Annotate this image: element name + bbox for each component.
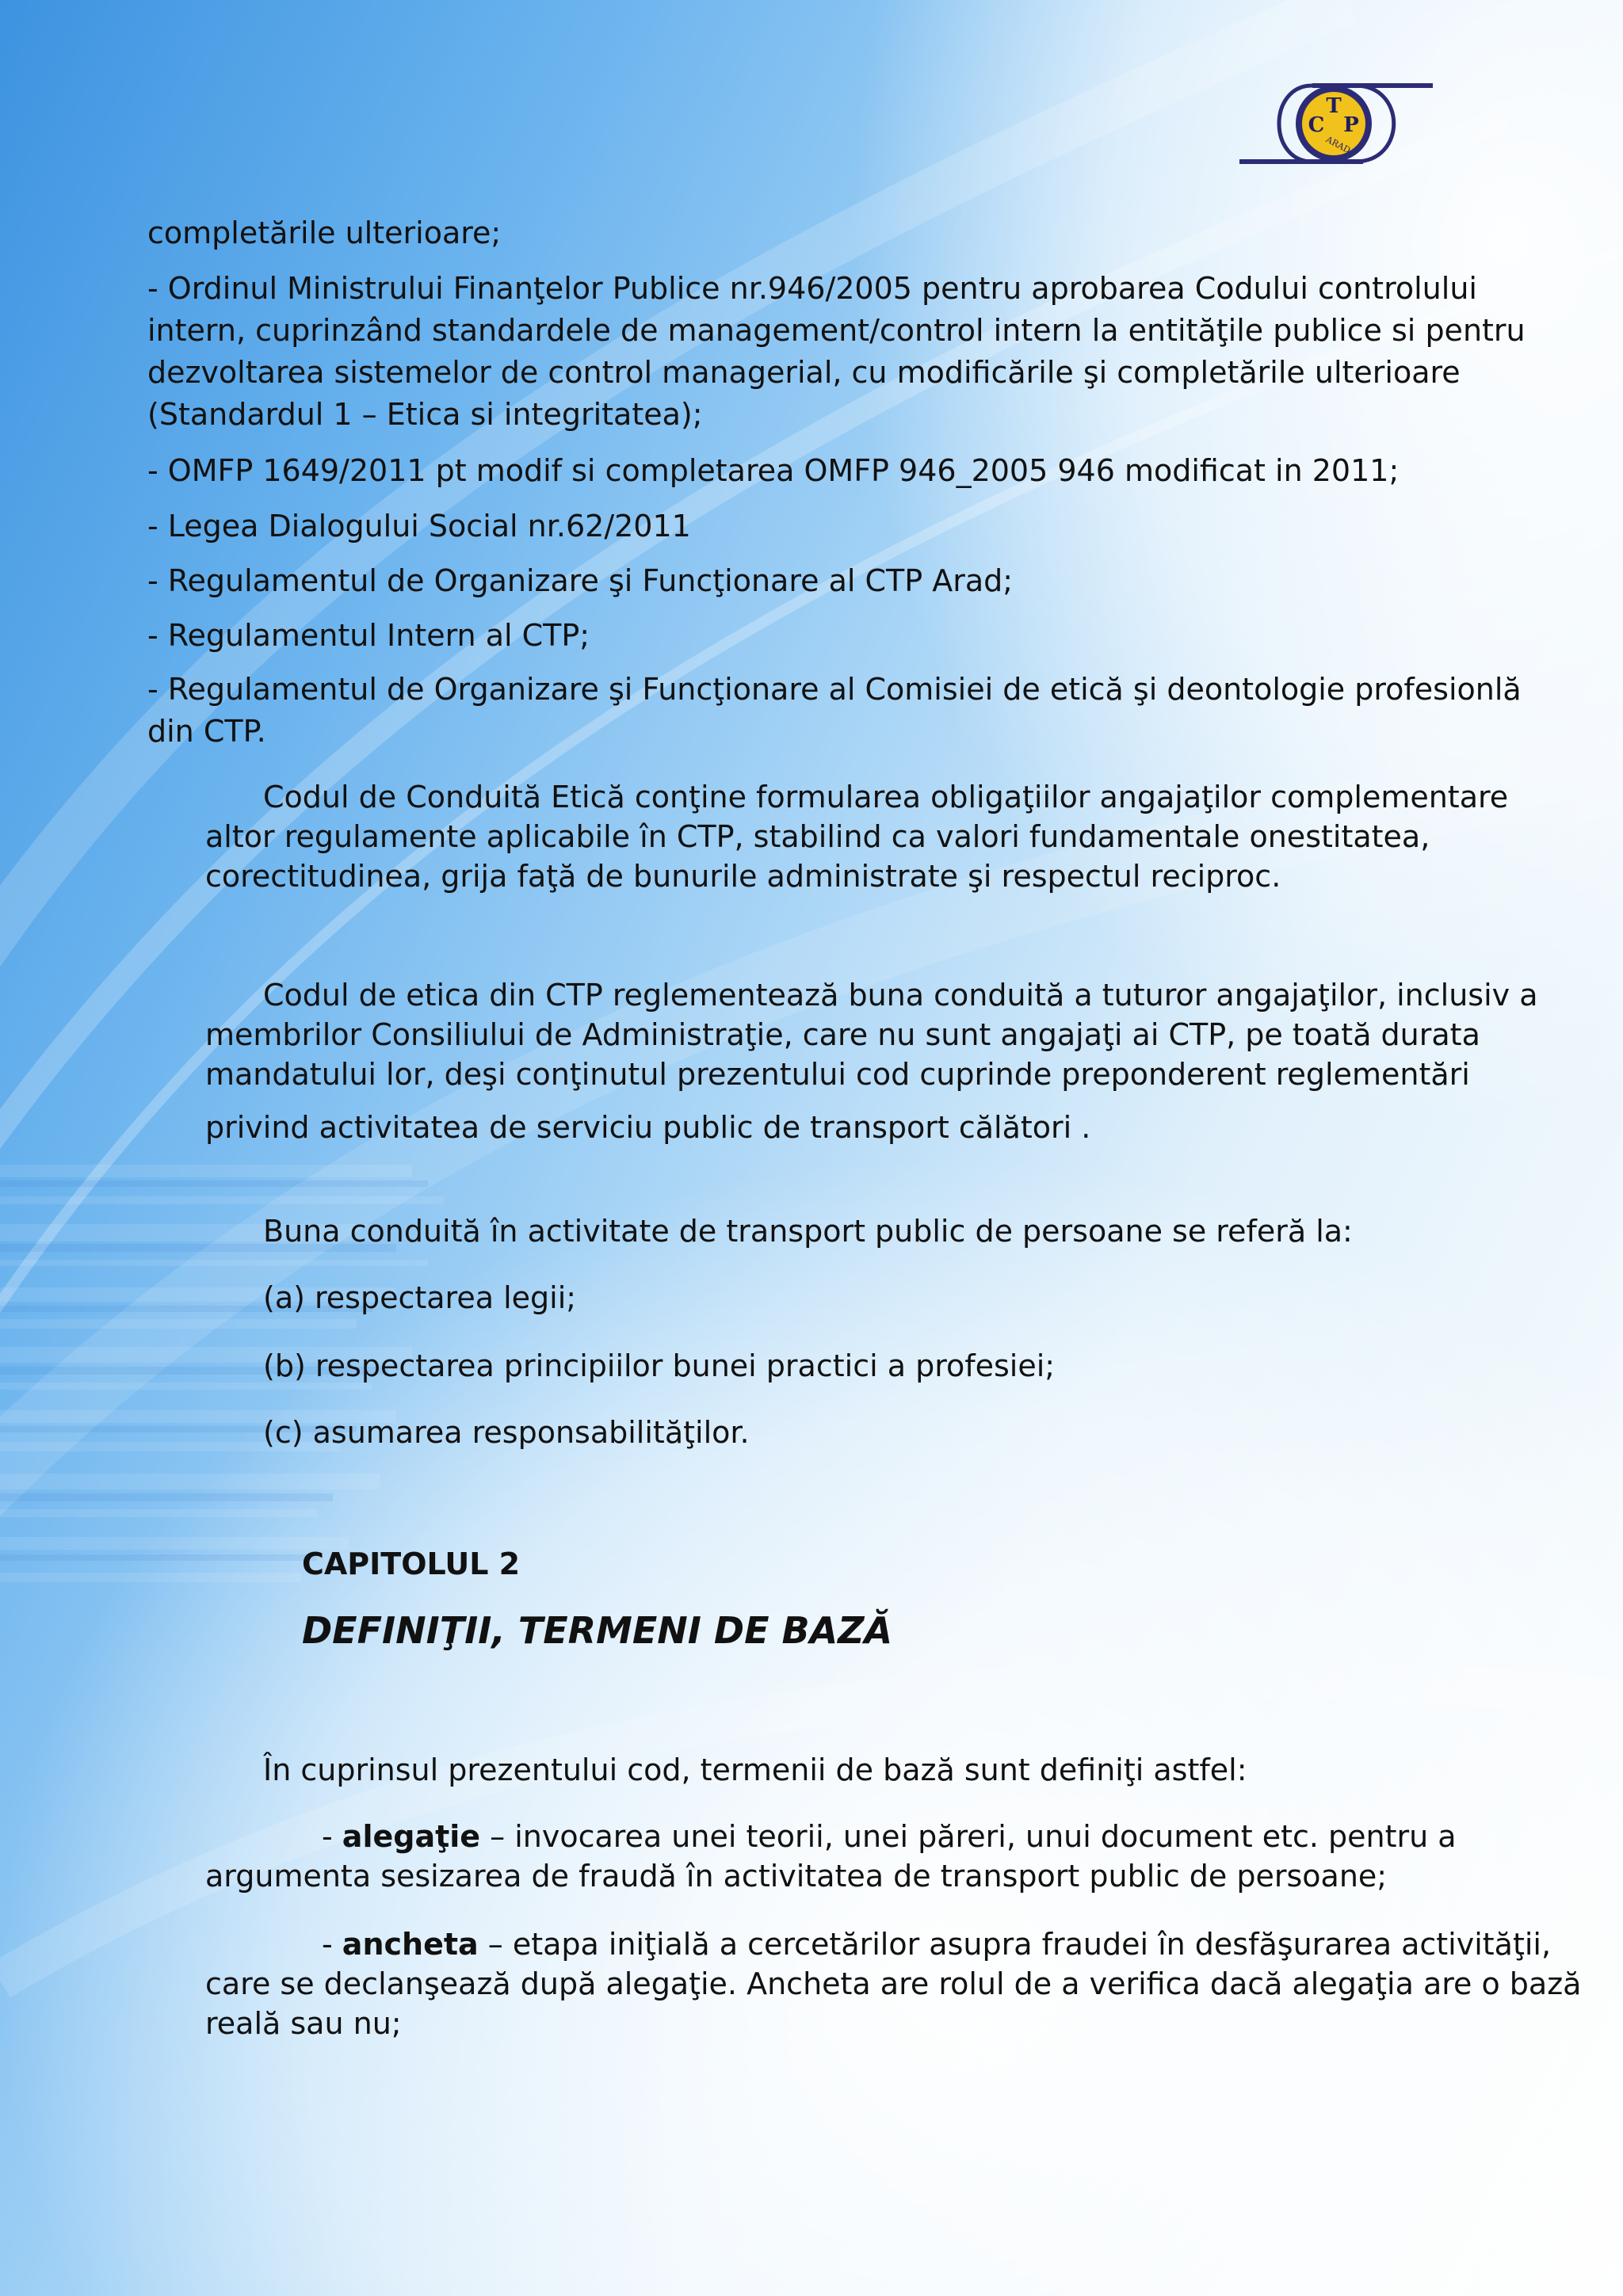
logo-letter-p: P bbox=[1343, 113, 1359, 137]
text-line: dezvoltarea sistemelor de control managerial, cu modificările şi completările ulterioare bbox=[147, 355, 1461, 390]
definition-term: alegaţie bbox=[342, 1819, 481, 1854]
logo-letter-t: T bbox=[1326, 94, 1342, 118]
definitions-intro: În cuprinsul prezentului cod, termenii de bază sunt definiţi astfel: bbox=[263, 1753, 1247, 1787]
logo-arc-text: ARAD bbox=[1324, 134, 1353, 156]
list-item: (b) respectarea principiilor bunei practici a profesiei; bbox=[263, 1348, 1056, 1383]
logo-letter-c: C bbox=[1308, 113, 1325, 137]
definition-text: – etapa iniţială a cercetărilor asupra fraudei în desfăşurarea activităţii, bbox=[478, 1927, 1552, 1962]
paragraph-line: altor regulamente aplicabile în CTP, stabilind ca valori fundamentale onestitatea, bbox=[205, 819, 1430, 854]
definition-text: care se declanşează după alegaţie. Ancheta are rolul de a verifica dacă alegaţia are o bază bbox=[205, 1966, 1582, 2001]
text-line: completările ulterioare; bbox=[147, 215, 502, 250]
definition-dash: - bbox=[322, 1819, 342, 1854]
definition-term: ancheta bbox=[342, 1927, 479, 1962]
definition-ancheta bbox=[322, 1924, 1551, 1965]
paragraph-line: corectitudinea, grija faţă de bunurile administrate şi respectul reciproc. bbox=[205, 859, 1281, 894]
paragraph-line: membrilor Consiliului de Administraţie, care nu sunt angajaţi ai CTP, pe toată durata bbox=[205, 1017, 1480, 1052]
text-line: (Standardul 1 – Etica si integritatea); bbox=[147, 397, 703, 432]
list-item-rof-comisie: - Regulamentul de Organizare şi Funcţionare al Comisiei de etică şi deontologie profesionlă bbox=[147, 672, 1522, 707]
ctp-arad-logo bbox=[1236, 79, 1434, 170]
list-item: (c) asumarea responsabilităţilor. bbox=[263, 1415, 750, 1450]
paragraph-line: privind activitatea de serviciu public de transport călători . bbox=[205, 1110, 1091, 1145]
definition-text: reală sau nu; bbox=[205, 2006, 402, 2041]
conduct-intro: Buna conduită în activitate de transport public de persoane se referă la: bbox=[263, 1214, 1353, 1249]
paragraph-line: Codul de etica din CTP reglementează buna conduită a tuturor angajaţilor, inclusiv a bbox=[263, 978, 1538, 1013]
list-item: (a) respectarea legii; bbox=[263, 1280, 577, 1315]
definition-text: – invocarea unei teorii, unei păreri, unui document etc. pentru a bbox=[480, 1819, 1457, 1854]
text-line: din CTP. bbox=[147, 714, 266, 749]
list-item-regulament-intern: - Regulamentul Intern al CTP; bbox=[147, 618, 590, 653]
text-line: intern, cuprinzând standardele de management/control intern la entităţile publice si pentru bbox=[147, 313, 1526, 348]
definition-text: argumenta sesizarea de fraudă în activitatea de transport public de persoane; bbox=[205, 1859, 1388, 1894]
list-item-legea: - Legea Dialogului Social nr.62/2011 bbox=[147, 509, 691, 543]
chapter-title: DEFINIŢII, TERMENI DE BAZĂ bbox=[302, 1609, 893, 1652]
paragraph-line: Codul de Conduită Etică conţine formularea obligaţiilor angajaţilor complementare bbox=[263, 780, 1509, 814]
paragraph-line: mandatului lor, deşi conţinutul prezentului cod cuprinde preponderent reglementări bbox=[205, 1057, 1470, 1092]
list-item-rof: - Regulamentul de Organizare şi Funcţionare al CTP Arad; bbox=[147, 563, 1014, 598]
list-item-ordinul: - Ordinul Ministrului Finanţelor Publice nr.946/2005 pentru aprobarea Codului controlului bbox=[147, 271, 1477, 306]
list-item-omfp: - OMFP 1649/2011 pt modif si completarea OMFP 946_2005 946 modificat in 2011; bbox=[147, 453, 1400, 488]
definition-dash: - bbox=[322, 1927, 342, 1962]
definition-alegatie bbox=[322, 1816, 1457, 1857]
chapter-label: CAPITOLUL 2 bbox=[302, 1547, 521, 1581]
